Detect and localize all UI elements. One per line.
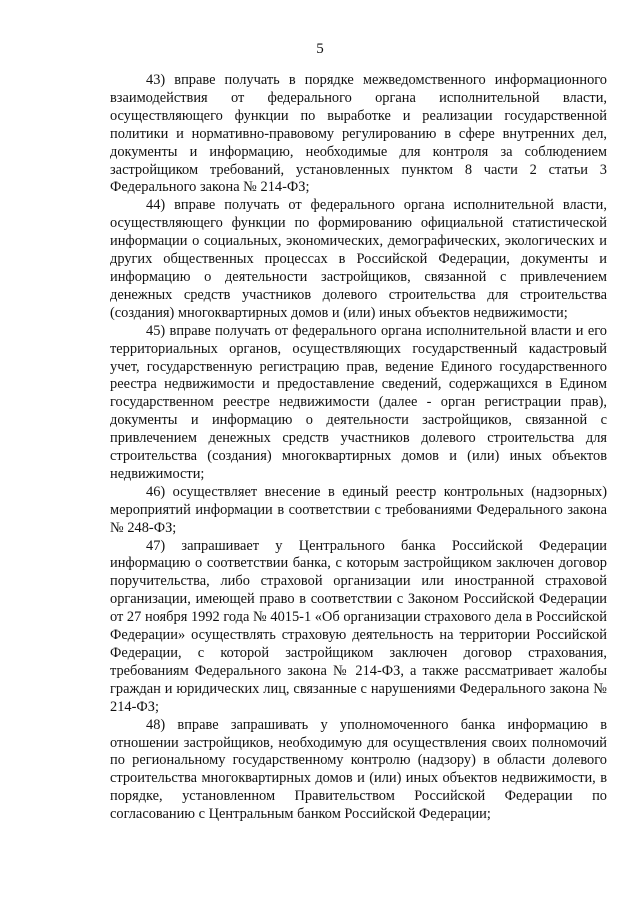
paragraph-item-45: 45) вправе получать от федерального органа исполнительной власти и его территориальных органов, осуществляющих государственный кадастровый учет, государственную регистрацию прав, ведение Единого государственного реестра недвижимости и предоставление сведений, содержащихся в Едином государственном реестре недвижимости (далее - орган регистрации прав), документы и информацию о деятельности застройщиков, связанной с привлечением денежных средств участников долевого строительства для строительства (создания) многоквартирных домов и (или) иных объектов недвижимости;: [110, 322, 607, 482]
paragraph-item-43: 43) вправе получать в порядке межведомственного информационного взаимодействия от федерального органа исполнительной власти, осуществляющего функции по выработке и реализации государственной политики и нормативно-правовому регулированию в сфере внутренних дел, документы и информацию, необходимые для контроля за соблюдением застройщиком требований, установленных пунктом 8 части 2 статьи 3 Федерального закона № 214-ФЗ;: [110, 72, 607, 196]
paragraph-item-47: 47) запрашивает у Центрального банка Российской Федерации информацию о соответствии банка, с которым застройщиком заключен договор поручительства, либо страховой организации или иностранной страховой организации, имеющей право в соответствии с Законом Российской Федерации от 27 ноября 1992 года № 4015-1 «Об организации страхового дела в Российской Федерации» осуществлять страховую деятельность на территории Российской Федерации, с которой застройщиком заключен договор страхования, требованиям Федерального закона № 214-ФЗ, а также рассматривает жалобы граждан и юридических лиц, связанные с нарушениями Федерального закона № 214-ФЗ;: [110, 537, 607, 715]
document-body: [110, 72, 607, 824]
page-number: 5: [316, 41, 324, 57]
paragraph-item-44: 44) вправе получать от федерального органа исполнительной власти, осуществляющего функции по формированию официальной статистической информации о социальных, экономических, демографических, экологических и других общественных процессах в Российской Федерации, документы и информацию о деятельности застройщиков, связанной с привлечением денежных средств участников долевого строительства для строительства (создания) многоквартирных домов и (или) иных объектов недвижимости;: [110, 197, 607, 321]
paragraph-item-46: 46) осуществляет внесение в единый реестр контрольных (надзорных) мероприятий информации в соответствии с требованиями Федерального закона № 248-ФЗ;: [110, 483, 607, 536]
paragraph-item-48: 48) вправе запрашивать у уполномоченного банка информацию в отношении застройщиков, необходимую для осуществления своих полномочий по региональному государственному контролю (надзору) в области долевого строительства многоквартирных домов и (или) иных объектов недвижимости, в порядке, установленном Правительством Российской Федерации по согласованию с Центральным банком Российской Федерации;: [110, 716, 607, 823]
